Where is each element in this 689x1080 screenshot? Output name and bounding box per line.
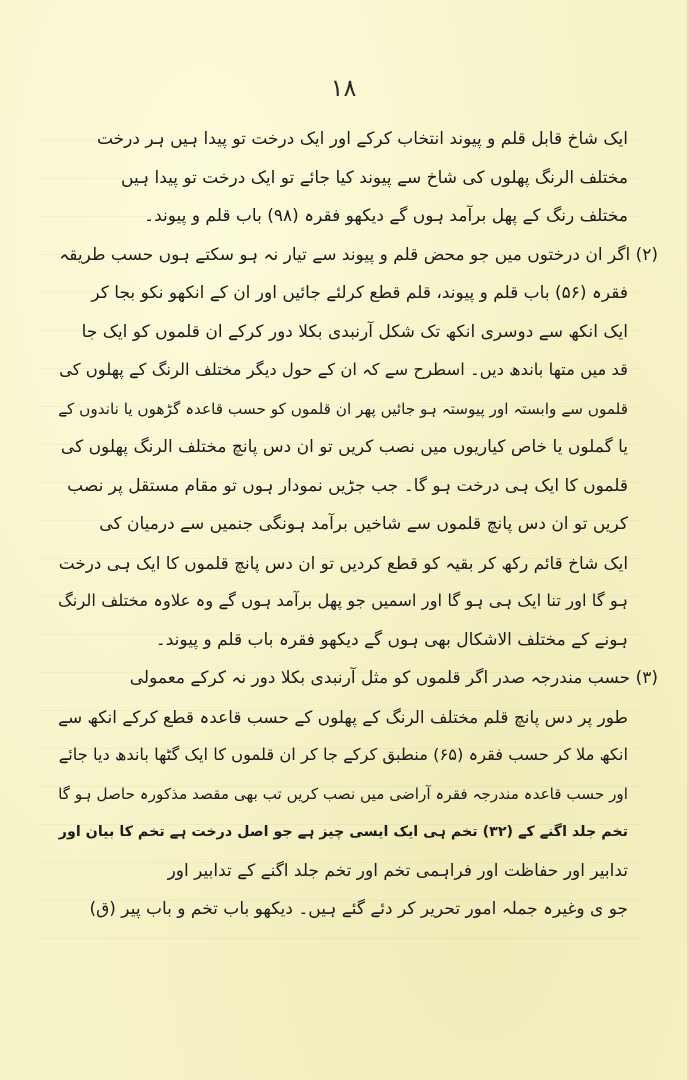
text-line: ایک شاخ قابل قلم و پیوند انتخاب کرکے اور ایک درخت تو پیدا ہیں ہر درخت <box>96 129 628 149</box>
text-line: ہونے کے مختلف الاشکال بھی ہوں گے دیکھو فقرہ باب قلم و پیوند۔ <box>155 629 628 650</box>
body-text <box>58 120 658 929</box>
text-line: مختلف الرنگ پھلوں کی شاخ سے پیوند کیا جائے تو ایک درخت تو پیدا ہیں <box>121 167 628 188</box>
text-line: اور حسب قاعدہ مندرجہ فقرہ آراضی میں نصب کریں تب بھی مقصد مذکورہ حاصل ہو گا <box>58 784 628 803</box>
text-line: فقرہ (۵۶) باب قلم و پیوند، قلم قطع کرلئے جائیں اور ان کے انکھو نکو بجا کر <box>91 283 628 303</box>
text-line: جو ی وغیرہ جملہ امور تحریر کر دئے گئے ہیں۔ دیکھو باب تخم و باب پیر (ق) <box>89 899 628 919</box>
text-line: ایک شاخ قائم رکھ کر بقیہ کو قطع کردیں تو ان دس پانچ قلموں کا ایک ہی درخت <box>58 552 628 573</box>
text-line: مختلف رنگ کے پھل برآمد ہوں گے دیکھو فقرہ (۹۸) باب قلم و پیوند۔ <box>144 206 628 226</box>
text-line: (۳) حسب مندرجہ صدر اگر قلموں کو مثل آرنبدی بکلا دور نہ کرکے معمولی <box>129 668 658 688</box>
section-heading-line: تخم جلد اگنے کے (۳۲) تخم ہی ایک ایسی چیز ہے جو اصل درخت ہے تخم کا بیان اور <box>58 824 628 840</box>
text-line: انکھ ملا کر حسب فقرہ (۶۵) منطبق کرکے جا کر ان قلموں کا ایک گٹھا باندھ دیا جائے <box>58 745 628 764</box>
text-line: قد میں متھا باندھ دیں۔ اسطرح سے کہ ان کے حول دیگر مختلف الرنگ کے پھلوں کی <box>59 360 628 379</box>
text-line: طور پر دس پانچ قلم مختلف الرنگ کے پھلوں کے حسب قاعدہ قطع کرکے انکھ سے <box>58 706 628 727</box>
text-line: (۲) اگر ان درختوں میں جو محض قلم و پیوند سے تیار نہ ہو سکتے ہوں حسب طریقہ <box>59 244 658 265</box>
page-number: ۱۸ <box>330 74 357 102</box>
text-line: ایک انکھ سے دوسری انکھ تک شکل آرنبدی بکلا دور کرکے ان قلموں کو ایک جا <box>81 321 628 342</box>
text-line: قلموں کا ایک ہی درخت ہو گا۔ جب جڑیں نمودار ہوں تو مقام مستقل پر نصب <box>67 475 628 496</box>
text-line: یا گملوں یا خاص کیاریوں میں نصب کریں تو ان دس پانچ مختلف الرنگ پھلوں کی <box>60 437 628 457</box>
text-line: قلموں سے وابستہ اور پیوستہ ہو جائیں پھر ان قلموں کو حسب قاعدہ گڑھوں یا ناندوں کے <box>58 399 628 418</box>
text-line: ہو گا اور تنا ایک ہی ہو گا اور اسمیں جو پھل برآمد ہوں گے وہ علاوہ مختلف الرنگ <box>58 591 628 610</box>
text-line: تدابیر اور حفاظت اور فراہمی تخم اور تخم جلد اگنے کے تدابیر اور <box>167 860 628 881</box>
text-line: کریں تو ان دس پانچ قلموں سے شاخیں برآمد ہونگی جنمیں سے درمیان کی <box>99 514 628 534</box>
